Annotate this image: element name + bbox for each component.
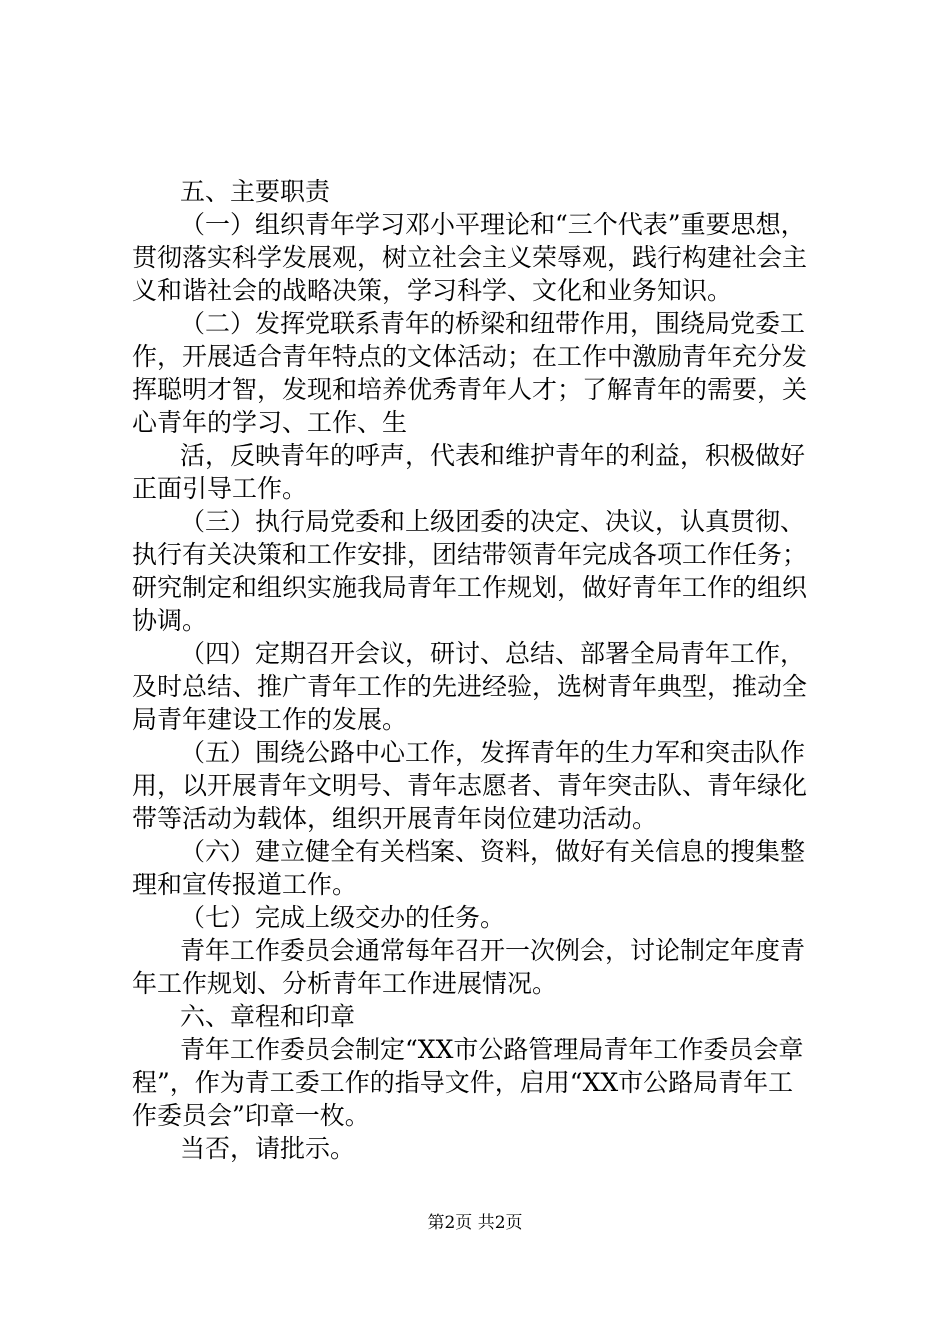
text-line: 青年工作委员会制定“XX市公路管理局青年工作委员会章 bbox=[180, 1035, 804, 1064]
text-line: 心青年的学习、工作、生 bbox=[132, 408, 408, 437]
closing-line: 当否，请批示。 bbox=[180, 1134, 356, 1163]
section-heading-charter-seal: 六、章程和印章 bbox=[180, 1002, 356, 1031]
text-line: （七）完成上级交办的任务。 bbox=[180, 903, 506, 932]
text-line: 协调。 bbox=[132, 606, 208, 635]
text-line: 带等活动为载体，组织开展青年岗位建功活动。 bbox=[132, 804, 658, 833]
text-line: 研究制定和组织实施我局青年工作规划，做好青年工作的组织 bbox=[132, 573, 808, 602]
text-line: 义和谐社会的战略决策，学习科学、文化和业务知识。 bbox=[132, 276, 733, 305]
text-line: 贯彻落实科学发展观，树立社会主义荣辱观，践行构建社会主 bbox=[132, 243, 808, 272]
text-line: 用，以开展青年文明号、青年志愿者、青年突击队、青年绿化 bbox=[132, 771, 808, 800]
text-line: 正面引导工作。 bbox=[132, 474, 308, 503]
text-line: 挥聪明才智，发现和培养优秀青年人才；了解青年的需要，关 bbox=[132, 375, 808, 404]
text-line: 局青年建设工作的发展。 bbox=[132, 705, 408, 734]
text-line: （三）执行局党委和上级团委的决定、决议，认真贯彻、 bbox=[180, 507, 806, 536]
text-line: 理和宣传报道工作。 bbox=[132, 870, 358, 899]
text-line: （二）发挥党联系青年的桥梁和纽带作用，围绕局党委工 bbox=[180, 309, 806, 338]
page-footer: 第2页 共2页 bbox=[427, 1213, 523, 1233]
text-line: 程”，作为青工委工作的指导文件，启用“XX市公路局青年工 bbox=[132, 1068, 794, 1097]
text-line: （五）围绕公路中心工作，发挥青年的生力军和突击队作 bbox=[180, 738, 806, 767]
text-line: 执行有关决策和工作安排，团结带领青年完成各项工作任务； bbox=[132, 540, 808, 569]
text-line: 活，反映青年的呼声，代表和维护青年的利益，积极做好 bbox=[180, 441, 806, 470]
text-line: 年工作规划、分析青年工作进展情况。 bbox=[132, 969, 558, 998]
text-line: 青年工作委员会通常每年召开一次例会，讨论制定年度青 bbox=[180, 936, 806, 965]
text-line: （一）组织青年学习邓小平理论和“三个代表”重要思想， bbox=[180, 210, 806, 239]
text-line: （四）定期召开会议，研讨、总结、部署全局青年工作， bbox=[180, 639, 806, 668]
text-line: 作，开展适合青年特点的文体活动；在工作中激励青年充分发 bbox=[132, 342, 808, 371]
text-line: （六）建立健全有关档案、资料，做好有关信息的搜集整 bbox=[180, 837, 806, 866]
text-line: 及时总结、推广青年工作的先进经验，选树青年典型，推动全 bbox=[132, 672, 808, 701]
text-line: 作委员会”印章一枚。 bbox=[132, 1101, 370, 1130]
section-heading-main-duties: 五、主要职责 bbox=[180, 177, 331, 206]
